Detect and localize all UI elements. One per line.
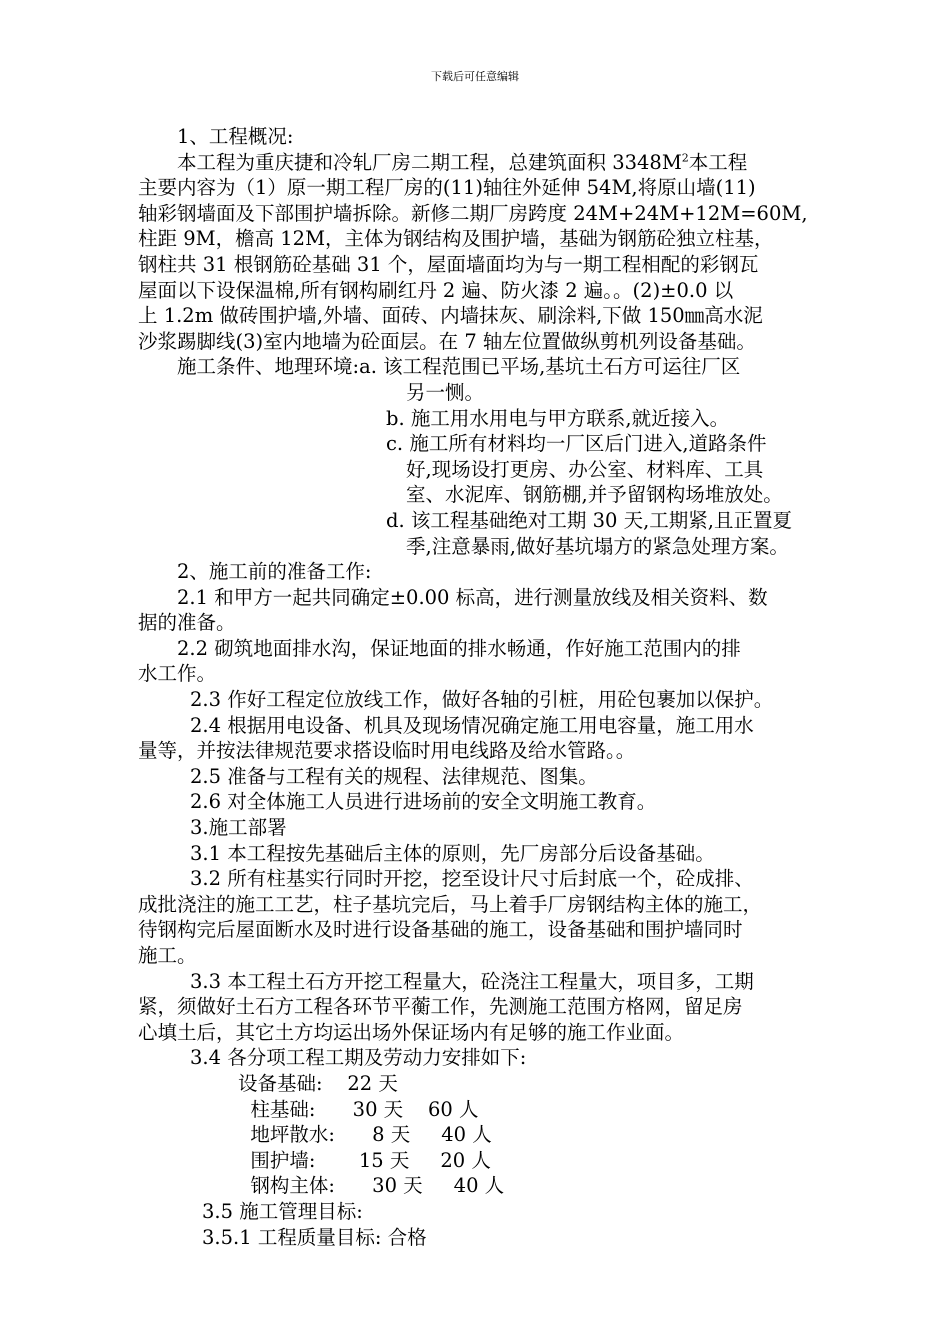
deployment-line: 成批浇注的施工工艺，柱子基坑完后，马上着手厂房钢结构主体的施工， bbox=[138, 892, 763, 916]
deployment-line: 施工。 bbox=[138, 944, 197, 967]
preparation-line: 2.6 对全体施工人员进行进场前的安全文明施工教育。 bbox=[190, 790, 657, 814]
preparation-line: 2.2 砌筑地面排水沟，保证地面的排水畅通，作好施工范围内的排 bbox=[177, 636, 741, 660]
condition-line: b. 施工用水用电与甲方联系,就近接入。 bbox=[386, 406, 730, 430]
overview-line: 轴彩钢墙面及下部围护墙拆除。新修二期厂房跨度 24M+24M+12M=60M, bbox=[138, 201, 808, 225]
schedule-row: 地坪散水: 8 天 40 人 bbox=[238, 1123, 492, 1147]
preparation-line: 2.5 准备与工程有关的规程、法律规范、图集。 bbox=[190, 764, 598, 788]
project-overview bbox=[138, 150, 838, 355]
preparation-line: 量等，并按法律规范要求搭设临时用电线路及给水管路。。 bbox=[138, 739, 636, 763]
deployment-line: 3.2 所有柱基实行同时开挖，挖至设计尺寸后封底一个，砼成排、 bbox=[190, 867, 754, 891]
section-3-title: 3.施工部署 bbox=[190, 816, 287, 840]
overview-line: 钢柱共 31 根钢筋砼基础 31 个，屋面墙面均为与一期工程相配的彩钢瓦 bbox=[138, 252, 759, 276]
section-2-title: 2、施工前的准备工作: bbox=[177, 560, 372, 584]
schedule-row: 围护墙: 15 天 20 人 bbox=[238, 1148, 491, 1172]
schedule-row: 钢构主体: 30 天 40 人 bbox=[238, 1174, 505, 1198]
overview-line: 上 1.2m 做砖围护墙,外墙、面砖、内墙抹灰、刷涂料,下做 150㎜高水泥 bbox=[138, 304, 763, 328]
condition-line: c. 施工所有材料均一厂区后门进入,道路条件 bbox=[386, 432, 767, 456]
preparation-line: 2.1 和甲方一起共同确定±0.00 标高，进行测量放线及相关资料、数 bbox=[177, 585, 768, 609]
overview-tail: 本工程 bbox=[688, 150, 748, 174]
deployment-line: 紧，须做好土石方工程各环节平蘅工作，先测施工范围方格网，留足房 bbox=[138, 995, 743, 1019]
preparation-line: 水工作。 bbox=[138, 662, 217, 686]
preparation-line: 2.4 根据用电设备、机具及现场情况确定施工用电容量，施工用水 bbox=[190, 713, 754, 737]
deployment-line: 3.3 本工程土石方开挖工程量大，砼浇注工程量大，项目多，工期 bbox=[190, 969, 754, 993]
overview-line: 沙浆踢脚线(3)室内地墙为砼面层。在 7 轴左位置做纵剪机列设备基础。 bbox=[138, 329, 756, 353]
overview-text: 本工程为重庆捷和冷轧厂房二期工程，总建筑面积 3348M bbox=[177, 150, 682, 174]
schedule-row: 设备基础: 22 天 bbox=[238, 1071, 398, 1095]
deployment-line: 待钢构完后屋面断水及时进行设备基础的施工，设备基础和围护墙同时 bbox=[138, 918, 743, 942]
condition-line: 室、水泥库、钢筋棚,并予留钢构场堆放处。 bbox=[406, 483, 783, 507]
deployment-line: 心填土后，其它土方均运出场外保证场内有足够的施工作业面。 bbox=[138, 1020, 685, 1044]
overview-line: 屋面以下设保温棉,所有钢构刷红丹 2 遍、防火漆 2 遍。。(2)±0.0 以 bbox=[138, 278, 734, 302]
management-goals-title: 3.5 施工管理目标: bbox=[202, 1199, 363, 1223]
condition-line: 好,现场设打更房、办公室、材料库、工具 bbox=[406, 457, 764, 481]
condition-line bbox=[138, 354, 838, 380]
section-1-title: 1、工程概况: bbox=[177, 125, 294, 148]
deployment-items bbox=[138, 841, 838, 1071]
deployment-line: 3.1 本工程按先基础后主体的原则，先厂房部分后设备基础。 bbox=[190, 841, 715, 865]
schedule-row: 柱基础: 30 天 60 人 bbox=[238, 1097, 479, 1121]
page-header-note: 下载后可任意编辑 bbox=[431, 70, 519, 83]
document-body bbox=[138, 124, 838, 1250]
condition-line: 另一恻。 bbox=[406, 380, 485, 404]
condition-line: d. 该工程基础绝对工期 30 天,工期紧,且正置夏 bbox=[386, 508, 792, 532]
preparation-items bbox=[138, 585, 838, 815]
quality-target: 3.5.1 工程质量目标: 合格 bbox=[202, 1225, 427, 1249]
construction-conditions bbox=[138, 354, 838, 559]
area-superscript: 2 bbox=[681, 151, 689, 165]
preparation-line: 2.3 作好工程定位放线工作，做好各轴的引桩，用砼包裹加以保护。 bbox=[190, 688, 774, 712]
overview-line: 主要内容为（1）原一期工程厂房的(11)轴往外延伸 54M,将原山墙(11) bbox=[138, 176, 756, 200]
deployment-line: 3.4 各分项工程工期及劳动力安排如下: bbox=[190, 1046, 527, 1070]
overview-line bbox=[138, 150, 838, 176]
condition-line: 季,注意暴雨,做好基坑塌方的紧急处理方案。 bbox=[406, 534, 789, 558]
conditions-label: 施工条件、地理环境: bbox=[177, 355, 360, 379]
schedule-table bbox=[138, 1071, 838, 1199]
condition-text: a. 该工程范围已平场,基坑土石方可运往厂区 bbox=[359, 355, 741, 379]
overview-line: 柱距 9M，檐高 12M，主体为钢结构及围护墙，基础为钢筋砼独立柱基， bbox=[138, 227, 774, 251]
preparation-line: 据的准备。 bbox=[138, 611, 236, 635]
